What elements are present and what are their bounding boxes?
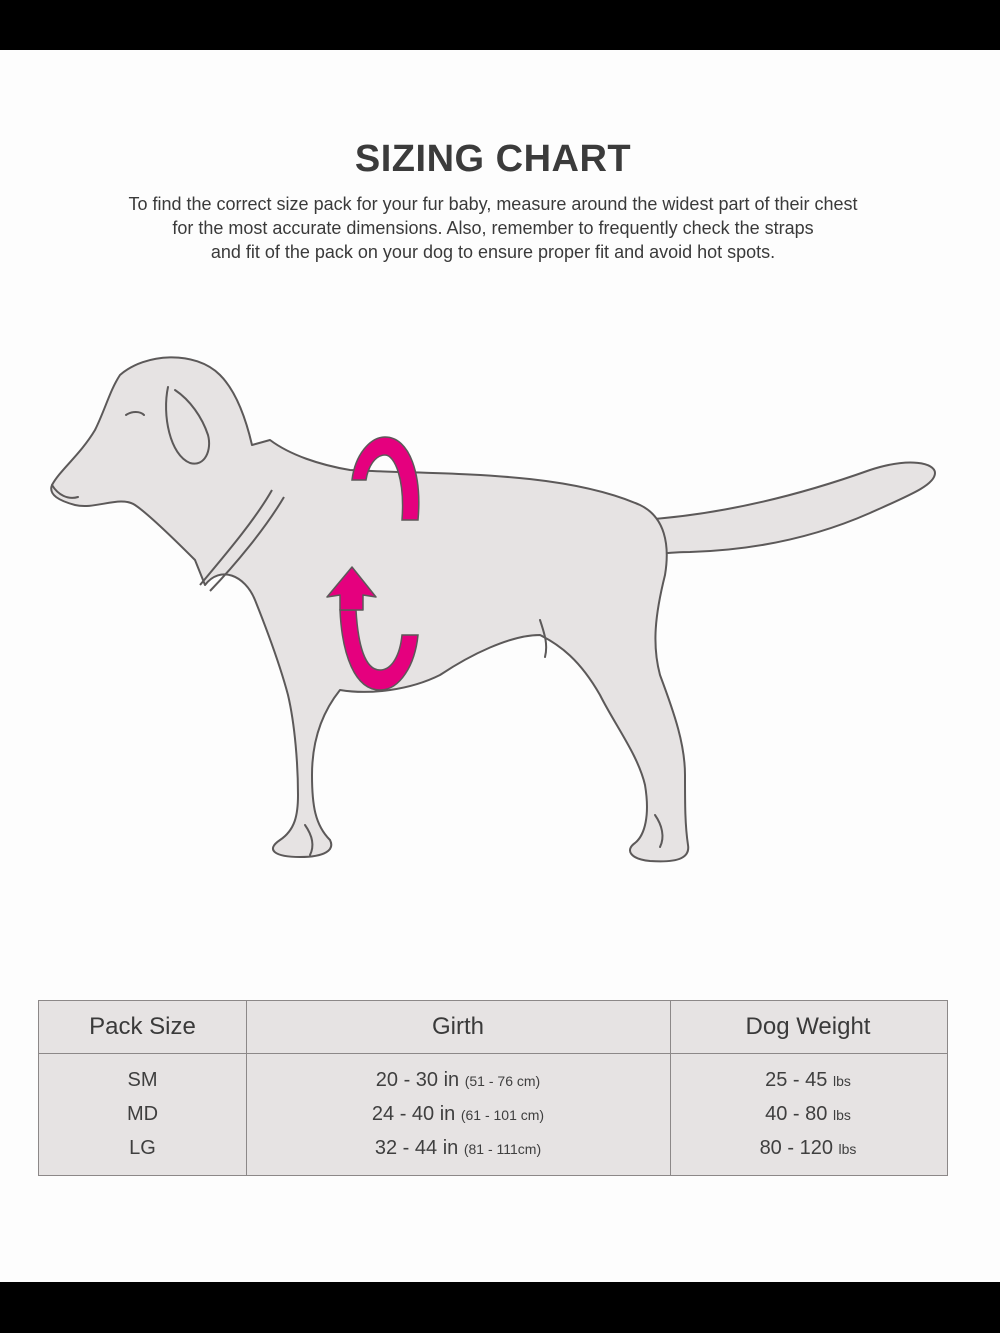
table-header-row	[39, 1001, 947, 1054]
cell-girth	[246, 1097, 670, 1131]
cell-girth	[246, 1131, 670, 1165]
weight-value: 25 - 45	[765, 1069, 828, 1091]
cell-size: MD	[126, 1103, 159, 1125]
cell-weight	[670, 1097, 946, 1131]
girth-cm: (51 - 76 cm)	[464, 1073, 541, 1089]
header-girth: Girth	[431, 1013, 484, 1040]
girth-cm: (61 - 101 cm)	[460, 1107, 545, 1123]
page-title: SIZING CHART	[354, 138, 632, 180]
dog-tail	[640, 463, 935, 555]
girth-in: 32 - 44 in	[374, 1137, 459, 1159]
dog-illustration	[40, 345, 950, 875]
girth-cm: (81 - 111cm)	[463, 1141, 542, 1157]
sizing-table	[38, 1000, 948, 1176]
weight-value: 40 - 80	[765, 1103, 828, 1125]
cell-weight	[670, 1063, 946, 1097]
header-pack-size: Pack Size	[89, 1013, 196, 1040]
cell-size: LG	[129, 1137, 156, 1159]
weight-unit: lbs	[832, 1107, 851, 1123]
weight-value: 80 - 120	[759, 1137, 833, 1159]
intro-text	[40, 192, 946, 264]
girth-in: 20 - 30 in	[375, 1069, 460, 1091]
intro-line: for the most accurate dimensions. Also, remember to frequently check the straps	[172, 218, 814, 238]
cell-size: SM	[127, 1069, 158, 1091]
cell-weight	[670, 1131, 946, 1165]
sizing-chart-page	[0, 50, 1000, 1282]
girth-in: 24 - 40 in	[371, 1103, 456, 1125]
weight-unit: lbs	[838, 1141, 857, 1157]
intro-line: To find the correct size pack for your fur baby, measure around the widest part of their chest	[128, 194, 858, 214]
weight-unit: lbs	[832, 1073, 851, 1089]
dog-body	[51, 357, 688, 861]
header-dog-weight: Dog Weight	[745, 1013, 871, 1040]
intro-line: and fit of the pack on your dog to ensure proper fit and avoid hot spots.	[210, 242, 776, 262]
cell-girth	[246, 1063, 670, 1097]
